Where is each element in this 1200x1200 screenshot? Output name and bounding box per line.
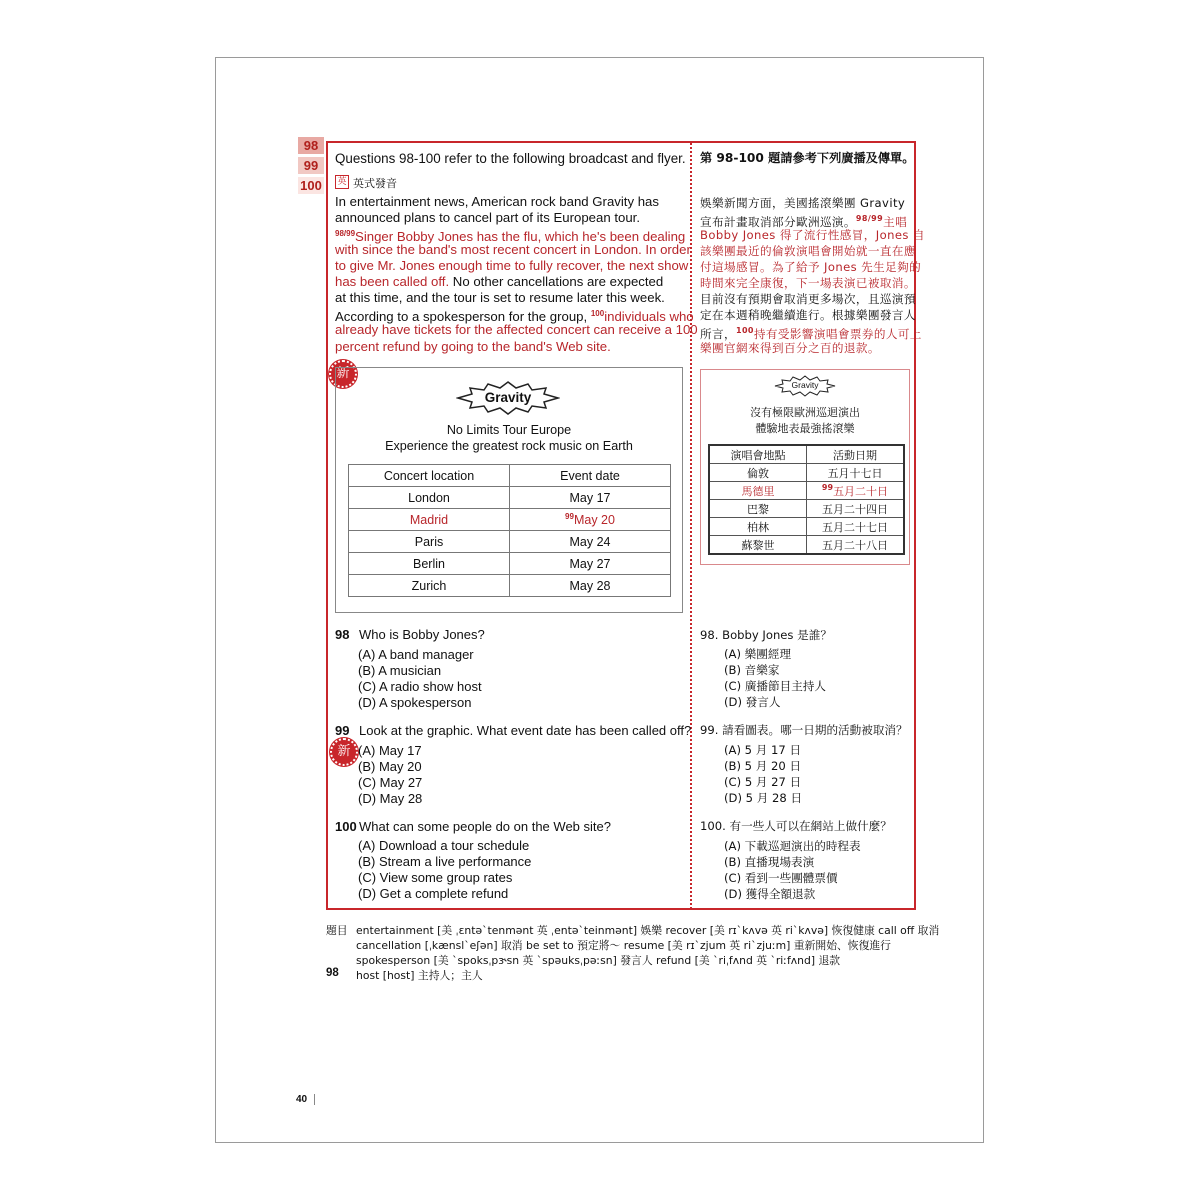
table-row — [349, 531, 671, 553]
accent-icon: 英 — [335, 175, 349, 189]
concert-location: Madrid — [349, 509, 510, 531]
answer-option[interactable]: (D) Get a complete refund — [358, 886, 509, 901]
table-header-row — [349, 465, 671, 487]
answer-option[interactable]: (C) May 27 — [358, 775, 423, 790]
concert-location: Paris — [349, 531, 510, 553]
zh-question-99: 99. 請看圖表。哪一日期的活動被取消？ — [700, 723, 908, 737]
zh-flyer-logo-text: Gravity — [791, 380, 819, 390]
table-row — [709, 464, 904, 482]
question-number: 100 — [335, 819, 357, 834]
zh-passage-text: 所言， — [700, 327, 736, 341]
concert-location: 巴黎 — [709, 500, 807, 518]
question-text: Who is Bobby Jones? — [359, 627, 485, 642]
intro-title: Questions 98-100 refer to the following broadcast and flyer. — [335, 151, 686, 166]
table-row — [709, 536, 904, 555]
event-date: May 24 — [510, 531, 671, 553]
question-number: 98 — [335, 627, 350, 642]
passage-line-highlight: percent refund by going to the band's Web site. — [335, 339, 611, 354]
event-date: May 27 — [510, 553, 671, 575]
zh-answer-option[interactable]: (A) 樂團經理 — [724, 647, 792, 661]
flyer-tagline: Experience the greatest rock music on Earth — [385, 439, 633, 453]
vocab-line: entertainment [美 ˌɛntəˋtenmənt 英 ˌentəˋteinmənt] 娛樂 recover [美 rɪˋkʌvə 英 riˋkʌvə] 恢復健康 call off 取消 — [356, 924, 940, 937]
zh-passage-line-highlight: 付這場感冒。為了給予 Jones 先生足夠的 — [700, 260, 922, 274]
column-header: Concert location — [349, 465, 510, 487]
zh-concert-table — [708, 444, 905, 555]
column-header: Event date — [510, 465, 671, 487]
accent-label: 英式發音 — [353, 177, 397, 190]
zh-passage-line-highlight: 該樂團最近的倫敦演唱會開始就一直在應 — [700, 244, 916, 258]
passage-text: Singer Bobby Jones has the flu, which he's been dealing — [355, 229, 686, 244]
passage-line-highlight: already have tickets for the affected concert can receive a 100 — [335, 322, 698, 337]
event-date: May 20 — [573, 513, 615, 527]
concert-location: Zurich — [349, 575, 510, 597]
table-row — [349, 575, 671, 597]
question-100 — [335, 819, 611, 834]
question-text: What can some people do on the Web site? — [359, 819, 611, 834]
zh-passage-line: 娛樂新聞方面，美國搖滾樂團 Gravity — [700, 196, 906, 210]
zh-passage-line-highlight: 樂團官網來得到百分之百的退款。 — [700, 341, 880, 355]
zh-answer-option[interactable]: (D) 獲得全額退款 — [724, 887, 816, 901]
event-date: 五月十七日 — [807, 464, 905, 482]
zh-passage-text: 持有受影響演唱會票券的人可上 — [753, 327, 922, 341]
zh-question-98: 98. Bobby Jones 是誰？ — [700, 628, 832, 642]
event-date: 五月二十七日 — [807, 518, 905, 536]
event-date-cell — [510, 509, 671, 531]
zh-passage-line-highlight: Bobby Jones 得了流行性感冒，Jones 自 — [700, 228, 925, 242]
passage-line: at this time, and the tour is set to resume later this week. — [335, 290, 665, 305]
answer-option[interactable]: (D) A spokesperson — [358, 695, 472, 710]
passage-line-highlight: to give Mr. Jones enough time to fully recover, the next show — [335, 258, 689, 273]
column-header: 演唱會地點 — [709, 445, 807, 464]
tab-100: 100 — [298, 177, 324, 194]
zh-passage-text: 主唱 — [883, 215, 908, 229]
concert-location: Berlin — [349, 553, 510, 575]
ref-marker: 100 — [590, 309, 605, 318]
zh-answer-option[interactable]: (B) 5 月 20 日 — [724, 759, 802, 773]
zh-flyer-tour-name: 沒有極限歐洲巡迴演出 — [750, 406, 860, 419]
column-header: 活動日期 — [807, 445, 905, 464]
question-98 — [335, 627, 485, 642]
event-date-cell — [807, 482, 905, 500]
table-row-highlight — [349, 509, 671, 531]
new-badge: 新 — [329, 360, 357, 388]
vocab-line: cancellation [ˌkænslˋeʃən] 取消 be set to 預定將～ resume [美 rɪˋzjum 英 riˋzjuːm] 重新開始、恢復進行 — [356, 939, 891, 952]
vocab-line: host [host] 主持人；主人 — [356, 969, 483, 982]
concert-location: London — [349, 487, 510, 509]
answer-option[interactable]: (A) Download a tour schedule — [358, 838, 530, 853]
ref-marker: 100 — [735, 326, 754, 335]
ref-marker: 98/99 — [855, 214, 884, 223]
concert-location: 馬德里 — [709, 482, 807, 500]
event-date: 五月二十四日 — [807, 500, 905, 518]
zh-passage-line-highlight: 時間來完全康復，下一場表演已被取消。 — [700, 276, 916, 290]
table-row-highlight — [709, 482, 904, 500]
answer-option[interactable]: (B) May 20 — [358, 759, 422, 774]
answer-option[interactable]: (B) A musician — [358, 663, 442, 678]
concert-location: 柏林 — [709, 518, 807, 536]
passage-line: announced plans to cancel part of its European tour. — [335, 210, 640, 225]
passage-line — [335, 274, 663, 290]
passage-text: has been called off. — [335, 274, 450, 289]
zh-intro-title: 第 98-100 題請參考下列廣播及傳單。 — [700, 151, 915, 165]
zh-flyer-tagline: 體驗地表最強搖滾樂 — [755, 422, 855, 435]
concert-location: 蘇黎世 — [709, 536, 807, 555]
answer-option[interactable]: (A) A band manager — [358, 647, 474, 662]
table-row — [709, 518, 904, 536]
new-badge: 新 — [330, 738, 358, 766]
table-row — [349, 487, 671, 509]
tab-99: 99 — [298, 157, 324, 174]
zh-answer-option[interactable]: (D) 發言人 — [724, 695, 781, 709]
zh-answer-option[interactable]: (B) 直播現場表演 — [724, 855, 815, 869]
passage-line-highlight: with since the band's most recent concert in London. In order — [335, 242, 691, 257]
event-date: 五月二十日 — [833, 484, 889, 498]
zh-answer-option[interactable]: (B) 音樂家 — [724, 663, 780, 677]
ref-marker: 99 — [821, 482, 834, 492]
vocab-label: 98 — [326, 967, 339, 979]
zh-answer-option[interactable]: (C) 看到一些團體票價 — [724, 871, 838, 885]
answer-option[interactable]: (A) May 17 — [358, 743, 422, 758]
ref-marker: 98/99 — [335, 229, 356, 238]
ref-marker: 99 — [565, 512, 574, 521]
table-header-row — [709, 445, 904, 464]
flyer-tour-name: No Limits Tour Europe — [446, 423, 572, 437]
page-number-divider — [314, 1094, 315, 1105]
question-text: Look at the graphic. What event date has been called off? — [359, 723, 692, 738]
vocab-label: 題目 — [326, 924, 348, 937]
vocab-line: spokesperson [美 ˋspoksˌpɝsn 英 ˋspəuksˌpəːsn] 發言人 refund [美 ˋriˌfʌnd 英 ˋriːfʌnd] 退款 — [356, 954, 841, 967]
flyer-logo-text: Gravity — [484, 390, 532, 405]
zh-answer-option[interactable]: (C) 廣播節目主持人 — [724, 679, 826, 693]
zh-passage-text: 宣布計畫取消部分歐洲巡演。 — [700, 215, 856, 229]
zh-question-100: 100. 有一些人可以在網站上做什麼？ — [700, 819, 892, 833]
zh-answer-option[interactable]: (A) 5 月 17 日 — [724, 743, 802, 757]
zh-answer-option[interactable]: (D) 5 月 28 日 — [724, 791, 803, 805]
event-date: 五月二十八日 — [807, 536, 905, 555]
concert-table — [348, 464, 671, 597]
table-row — [349, 553, 671, 575]
passage-text: individuals who — [604, 309, 694, 324]
table-row — [709, 500, 904, 518]
answer-option[interactable]: (D) May 28 — [358, 791, 423, 806]
passage-text: According to a spokesperson for the group, — [335, 309, 591, 324]
zh-passage-line: 定在本週稍晚繼續進行。根據樂團發言人 — [700, 308, 916, 322]
zh-answer-option[interactable]: (A) 下載巡迴演出的時程表 — [724, 839, 861, 853]
concert-location: 倫敦 — [709, 464, 807, 482]
passage-text: No other cancellations are expected — [449, 274, 664, 289]
question-tabs — [298, 137, 324, 197]
answer-option[interactable]: (C) A radio show host — [358, 679, 482, 694]
answer-option[interactable]: (B) Stream a live performance — [358, 854, 532, 869]
tab-98: 98 — [298, 137, 324, 154]
zh-answer-option[interactable]: (C) 5 月 27 日 — [724, 775, 802, 789]
event-date: May 28 — [510, 575, 671, 597]
answer-option[interactable]: (C) View some group rates — [358, 870, 513, 885]
question-number: 99 — [335, 723, 350, 738]
zh-passage-line: 目前沒有預期會取消更多場次，且巡演預 — [700, 292, 916, 306]
passage-line: In entertainment news, American rock band Gravity has — [335, 194, 659, 209]
question-99 — [335, 723, 691, 738]
page-number: 40 — [296, 1094, 308, 1105]
event-date: May 17 — [510, 487, 671, 509]
